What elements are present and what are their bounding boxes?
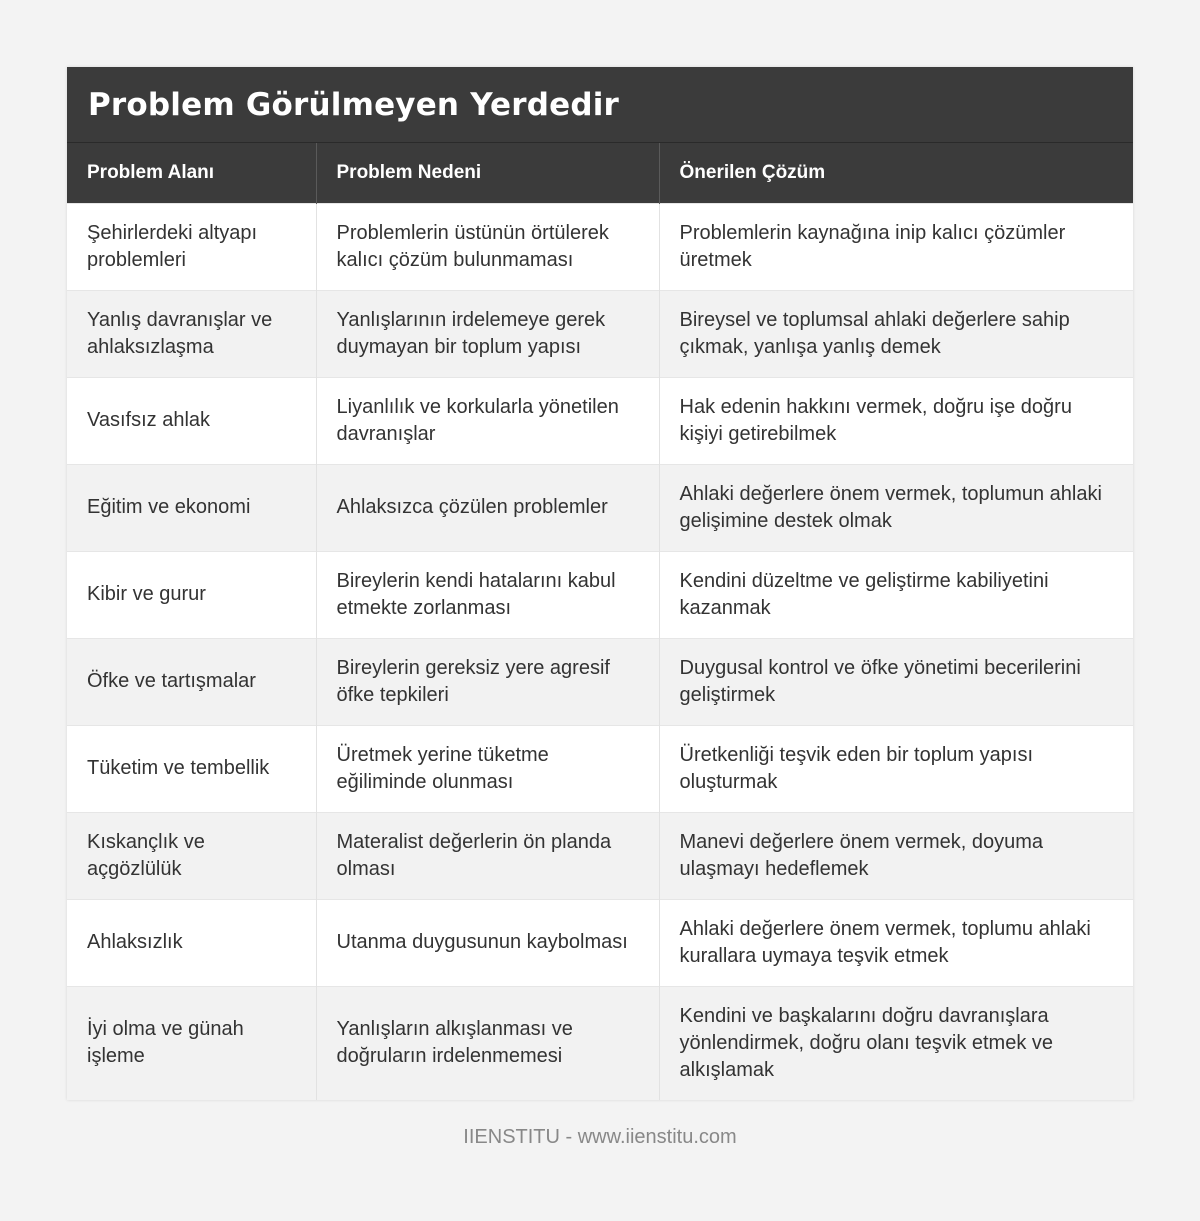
proposed-solution-cell: Duygusal kontrol ve öfke yönetimi becerilerini geliştirmek — [659, 638, 1133, 725]
problem-area-cell: Yanlış davranışlar ve ahlaksızlaşma — [67, 290, 316, 377]
problem-area-cell: Şehirlerdeki altyapı problemleri — [67, 203, 316, 290]
problem-cause-cell: Bireylerin kendi hatalarını kabul etmekte zorlanması — [316, 551, 659, 638]
problem-table — [67, 143, 1133, 1100]
problem-cause-cell: Bireylerin gereksiz yere agresif öfke tepkileri — [316, 638, 659, 725]
problem-cause-cell: Yanlışların alkışlanması ve doğruların irdelenmemesi — [316, 986, 659, 1100]
problem-cause-cell: Liyanlılık ve korkularla yönetilen davranışlar — [316, 377, 659, 464]
table-row — [67, 464, 1133, 551]
proposed-solution-cell: Üretkenliği teşvik eden bir toplum yapısı oluşturmak — [659, 725, 1133, 812]
proposed-solution-cell: Kendini düzeltme ve geliştirme kabiliyetini kazanmak — [659, 551, 1133, 638]
problem-area-cell: Ahlaksızlık — [67, 899, 316, 986]
column-header-proposed-solution: Önerilen Çözüm — [659, 143, 1133, 203]
problem-area-cell: İyi olma ve günah işleme — [67, 986, 316, 1100]
problem-cause-cell: Üretmek yerine tüketme eğiliminde olunması — [316, 725, 659, 812]
table-card — [67, 67, 1133, 1100]
table-row — [67, 899, 1133, 986]
proposed-solution-cell: Hak edenin hakkını vermek, doğru işe doğru kişiyi getirebilmek — [659, 377, 1133, 464]
problem-cause-cell: Yanlışlarının irdelemeye gerek duymayan bir toplum yapısı — [316, 290, 659, 377]
problem-area-cell: Vasıfsız ahlak — [67, 377, 316, 464]
proposed-solution-cell: Kendini ve başkalarını doğru davranışlara yönlendirmek, doğru olanı teşvik etmek ve alkışlamak — [659, 986, 1133, 1100]
proposed-solution-cell: Bireysel ve toplumsal ahlaki değerlere sahip çıkmak, yanlışa yanlış demek — [659, 290, 1133, 377]
title-bar — [67, 67, 1133, 143]
table-title: Problem Görülmeyen Yerdedir — [88, 86, 620, 123]
table-row — [67, 203, 1133, 290]
table-row — [67, 986, 1133, 1100]
problem-cause-cell: Ahlaksızca çözülen problemler — [316, 464, 659, 551]
table-row — [67, 377, 1133, 464]
footer-credit: IIENSTITU - www.iienstitu.com — [463, 1126, 737, 1148]
table-row — [67, 812, 1133, 899]
column-header-problem-area: Problem Alanı — [67, 143, 316, 203]
header-row — [67, 143, 1133, 203]
table-row — [67, 290, 1133, 377]
table-row — [67, 551, 1133, 638]
problem-cause-cell: Utanma duygusunun kaybolması — [316, 899, 659, 986]
problem-area-cell: Kibir ve gurur — [67, 551, 316, 638]
proposed-solution-cell: Manevi değerlere önem vermek, doyuma ulaşmayı hedeflemek — [659, 812, 1133, 899]
problem-area-cell: Tüketim ve tembellik — [67, 725, 316, 812]
problem-area-cell: Eğitim ve ekonomi — [67, 464, 316, 551]
problem-area-cell: Öfke ve tartışmalar — [67, 638, 316, 725]
table-row — [67, 638, 1133, 725]
table-row — [67, 725, 1133, 812]
column-header-problem-cause: Problem Nedeni — [316, 143, 659, 203]
problem-cause-cell: Materalist değerlerin ön planda olması — [316, 812, 659, 899]
proposed-solution-cell: Problemlerin kaynağına inip kalıcı çözümler üretmek — [659, 203, 1133, 290]
problem-cause-cell: Problemlerin üstünün örtülerek kalıcı çözüm bulunmaması — [316, 203, 659, 290]
problem-area-cell: Kıskançlık ve açgözlülük — [67, 812, 316, 899]
proposed-solution-cell: Ahlaki değerlere önem vermek, toplumu ahlaki kurallara uymaya teşvik etmek — [659, 899, 1133, 986]
proposed-solution-cell: Ahlaki değerlere önem vermek, toplumun ahlaki gelişimine destek olmak — [659, 464, 1133, 551]
